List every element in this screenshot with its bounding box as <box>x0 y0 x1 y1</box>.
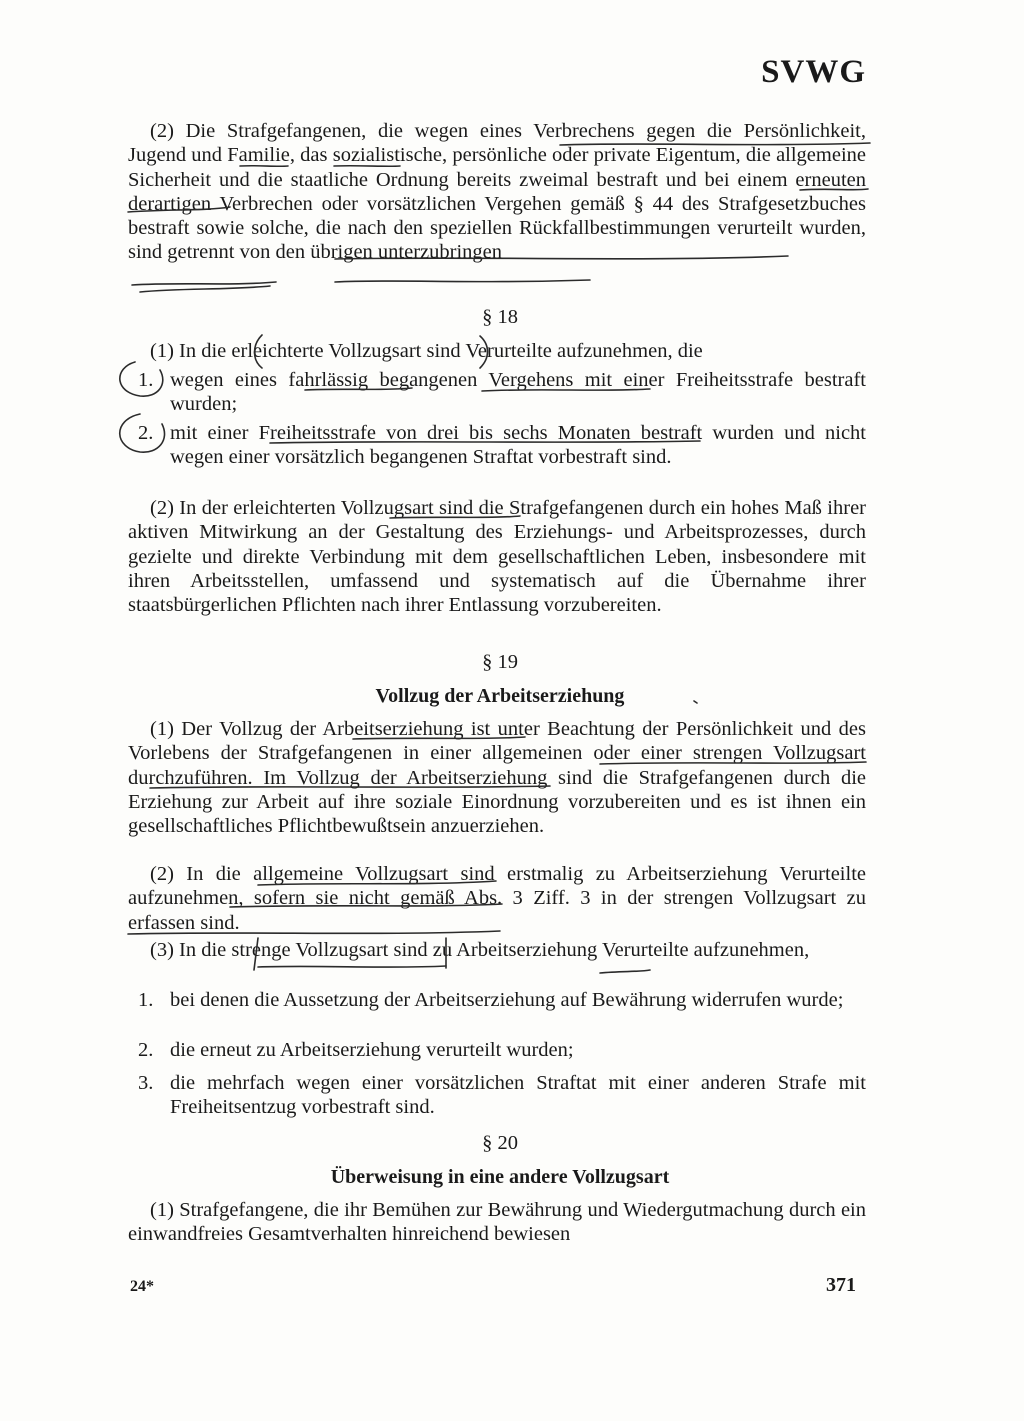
paragraph-19-2 <box>128 862 866 935</box>
paragraph-text: (1) In die erleichterte Vollzugsart sind Verurteilte aufzunehmen, die <box>150 340 703 362</box>
paragraph-text: (2) In der erleichterten Vollzugsart sind die Strafgefangenen durch ein hohes Maß ihrer aktiven Mitwirkung an der Gestaltung des Erziehungs- und Arbeitsprozesses, durch gezielte und direkte Verbindung mit dem gesellschaftlichen Leben, insbesondere mit ihren Arbeitsstellen, umfassend und systematisch auf die Übernahme ihrer staatsbürgerlichen Pflichten nach ihrer Entlassung vorzubereiten. <box>128 497 866 617</box>
list-item-number: 1. <box>138 989 154 1011</box>
paragraph-19-3 <box>128 938 866 962</box>
paragraph-18-1 <box>128 339 866 363</box>
header-code: SVWG <box>761 54 866 90</box>
underline-mark <box>258 966 446 967</box>
underline-mark <box>132 282 276 285</box>
paragraph-text: (2) In die allgemeine Vollzugsart sind erstmalig zu Arbeitserziehung Verurteilte aufzunehmen, sofern sie nicht gemäß Abs. 3 Ziff. 3 in der strengen Vollzugsart zu erfassen sind. <box>128 863 866 934</box>
list-item-number: 2. <box>138 1039 154 1061</box>
list-item-text: die erneut zu Arbeitserziehung verurteilt wurden; <box>170 1039 574 1061</box>
paragraph-text: (1) Der Vollzug der Arbeitserziehung ist unter Beachtung der Persönlichkeit und des Vorlebens der Strafgefangenen in einer allgemeinen oder einer strengen Vollzugsart durchzuführen. Im Vollzug der Arbeitserziehung sind die Strafgefangenen durch die Erziehung zur Arbeit auf ihre soziale Einordnung vorzubereiten und es ist ihnen ein gesellschaftliches Pflichtbewußtsein anzuerziehen. <box>128 718 866 838</box>
section-18-number: § 18 <box>482 306 518 328</box>
paragraph-19-1 <box>128 717 866 838</box>
section-19-number: § 19 <box>482 651 518 673</box>
paragraph-text: (1) Strafgefangene, die ihr Bemühen zur Bewährung und Wiedergutmachung durch ein einwandfreies Gesamtverhalten hinreichend bewiesen <box>128 1199 866 1246</box>
paragraph-20-1 <box>128 1198 866 1247</box>
section-20-title: Überweisung in eine andere Vollzugsart <box>330 1166 670 1188</box>
list-item-text: mit einer Freiheitsstrafe von drei bis sechs Monaten bestraft wurden und nicht wegen einer vorsätzlich begangenen Straftat vorbestraft sind. <box>170 422 866 469</box>
list-item-number: 3. <box>138 1072 154 1094</box>
list-item-18-2 <box>128 421 866 470</box>
list-item-19-3 <box>128 1071 866 1120</box>
section-19-title: Vollzug der Arbeitserziehung <box>375 685 625 707</box>
paragraph-text: (2) Die Strafgefangenen, die wegen eines Verbrechens gegen die Persönlichkeit, Jugend und Familie, das sozialistische, persönliche oder private Eigentum, die allgemeine Sicherheit und die staatliche Ordnung bereits zweimal bestraft und bei einem erneuten derartigen Verbrechen oder vorsätzlichen Vergehen gemäß § 44 des Strafgesetzbuches bestraft sowie solche, die nach den speziellen Rückfallbestimmungen verurteilt wurden, sind getrennt von den übrigen unterzubringen <box>128 120 866 264</box>
list-item-18-1 <box>128 368 866 417</box>
list-item-text: die mehrfach wegen einer vorsätzlichen Straftat mit einer anderen Strafe mit Freiheitsentzug vorbestraft sind. <box>170 1072 866 1119</box>
list-item-text: bei denen die Aussetzung der Arbeitserziehung auf Bewährung widerrufen wurde; <box>170 989 844 1011</box>
section-20-number: § 20 <box>482 1132 518 1154</box>
underline-mark <box>600 970 650 973</box>
list-item-number: 1. <box>138 369 154 391</box>
list-item-19-1 <box>128 988 866 1012</box>
paragraph-text: (3) In die strenge Vollzugsart sind zu Arbeitserziehung Verurteilte aufzunehmen, <box>150 939 810 961</box>
paragraph-17-2 <box>128 119 866 265</box>
signature-mark: 24* <box>130 1278 154 1295</box>
underline-mark <box>335 280 590 282</box>
list-item-number: 2. <box>138 422 154 444</box>
paragraph-18-2 <box>128 496 866 617</box>
page-number: 371 <box>826 1274 856 1296</box>
list-item-text: wegen eines fahrlässig begangenen Vergehens mit einer Freiheitsstrafe bestraft wurden; <box>170 369 866 416</box>
list-item-19-2 <box>128 1038 866 1062</box>
underline-mark <box>140 286 270 292</box>
